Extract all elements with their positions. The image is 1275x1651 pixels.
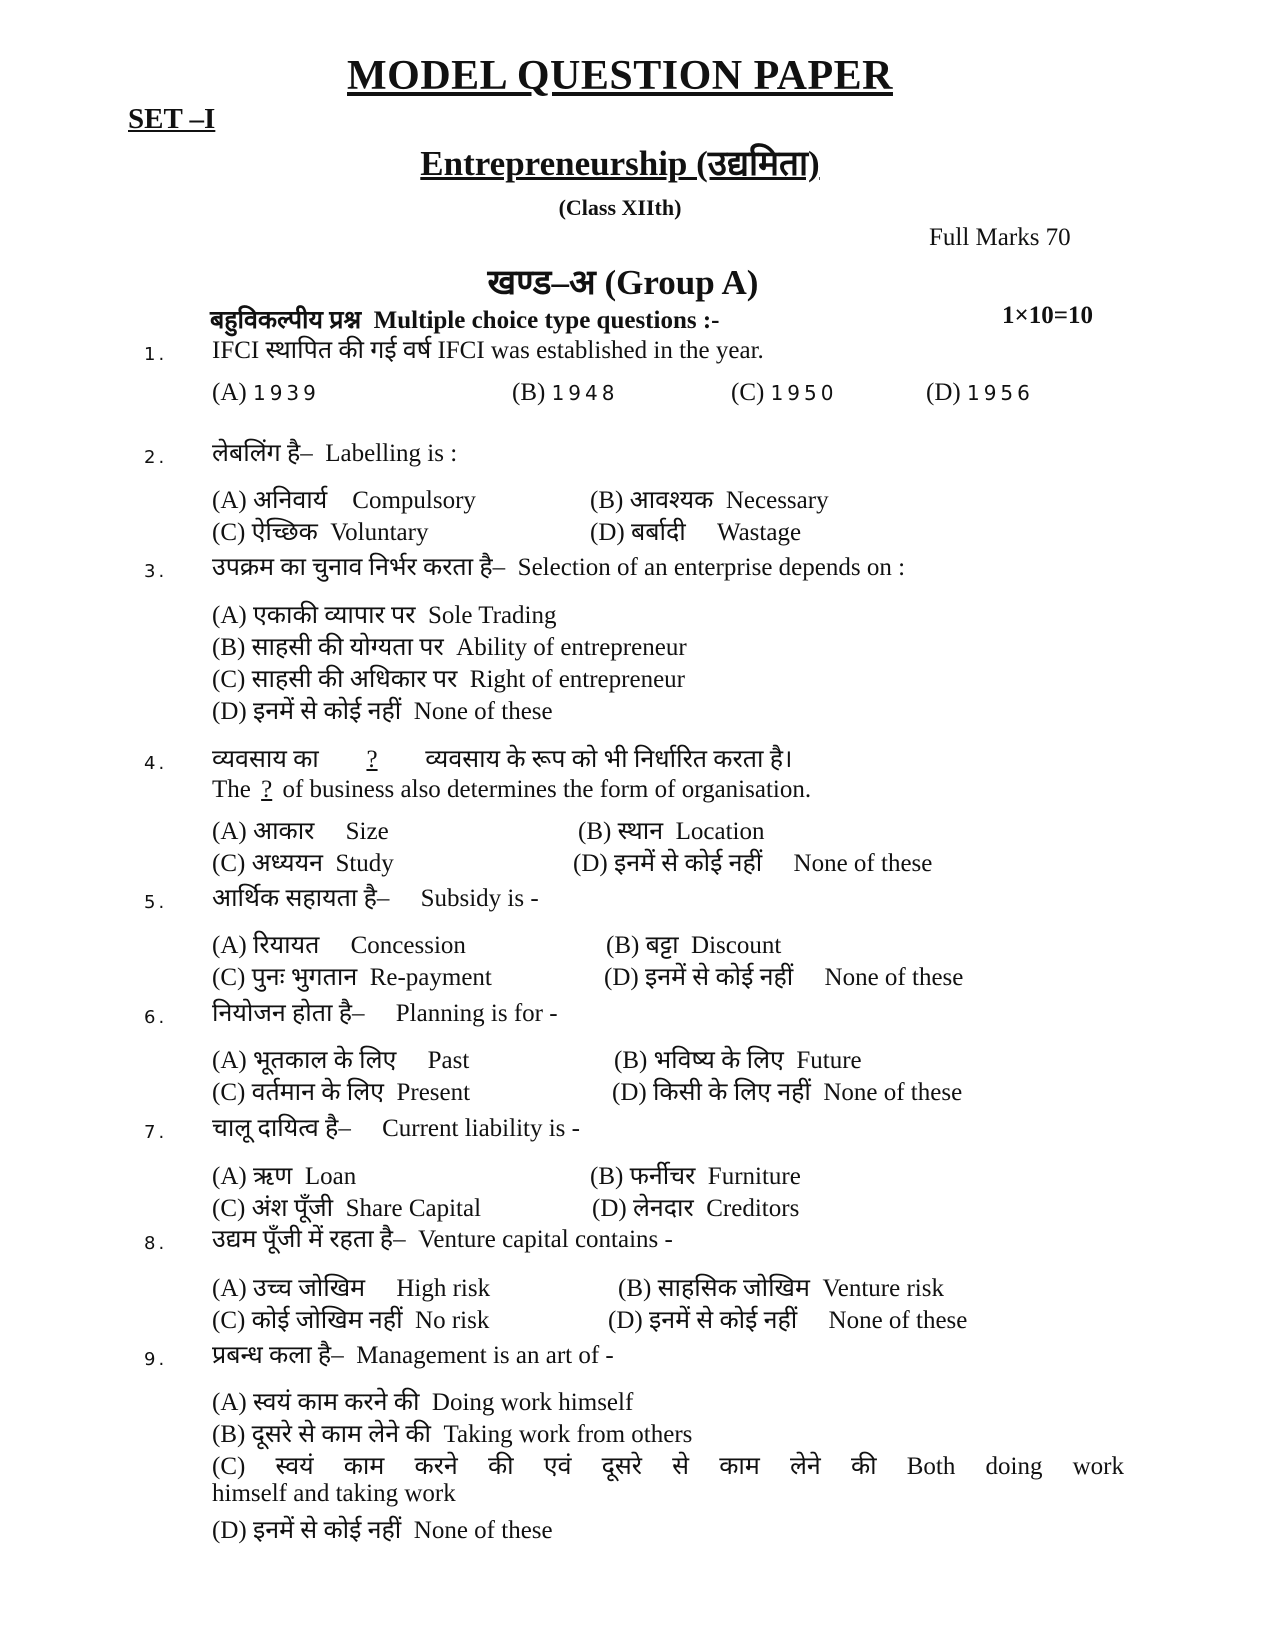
question-number: 4. [144, 753, 168, 774]
option-a: (A) ऋण Loan [212, 1163, 357, 1190]
blank-marker: ? [366, 746, 378, 773]
option-d: (D) बर्बादी Wastage [590, 519, 802, 546]
option-d: (D) किसी के लिए नहीं None of these [612, 1079, 963, 1106]
question-number: 5. [144, 892, 168, 913]
option-b: (B) दूसरे से काम लेने की Taking work from others [212, 1421, 693, 1448]
option-b: (B) साहसिक जोखिम Venture risk [618, 1275, 944, 1302]
option-c: (C) पुनः भुगतान Re-payment [212, 964, 492, 991]
question-number: 8. [144, 1233, 168, 1254]
question-text-english [212, 776, 811, 804]
option-letter: (D) [926, 379, 961, 406]
question-text: चालू दायित्व है– Current liability is - [212, 1115, 580, 1142]
question-text: प्रबन्ध कला है– Management is an art of - [212, 1342, 614, 1369]
question-number: 7. [144, 1122, 168, 1143]
option-a: (A) रियायत Concession [212, 932, 466, 959]
option-value: 1950 [770, 381, 838, 405]
question-english-start: The [212, 776, 251, 803]
question-hindi-start: व्यवसाय का [212, 746, 319, 773]
option-d: (D) इनमें से कोई नहीं None of these [212, 1517, 553, 1544]
option-value: 1956 [966, 381, 1034, 405]
option-d: (D) इनमें से कोई नहीं None of these [608, 1307, 968, 1334]
option-c: (C) साहसी की अधिकार पर Right of entrepreneur [212, 666, 685, 693]
option-c: (C) अध्ययन Study [212, 850, 394, 877]
option-a [212, 379, 320, 407]
option-d: (D) इनमें से कोई नहीं None of these [604, 964, 964, 991]
question-text: आर्थिक सहायता है– Subsidy is - [212, 885, 539, 912]
question-text: उद्यम पूँजी में रहता है– Venture capital contains - [212, 1226, 673, 1253]
class-label: (Class XIIth) [558, 195, 682, 220]
full-marks: Full Marks 70 [929, 224, 1071, 251]
group-heading: खण्ड–अ (Group A) [487, 263, 759, 302]
page-title: MODEL QUESTION PAPER [347, 53, 893, 99]
option-b: (B) आवश्यक Necessary [590, 487, 829, 514]
option-b: (B) फर्नीचर Furniture [590, 1163, 801, 1190]
option-d: (D) लेनदार Creditors [592, 1195, 800, 1222]
section-instruction: बहुविकल्पीय प्रश्न Multiple choice type questions :- [210, 307, 720, 334]
option-b: (B) बट्टा Discount [606, 932, 782, 959]
question-text: लेबलिंग है– Labelling is : [212, 440, 458, 467]
option-value: 1948 [551, 381, 619, 405]
option-d: (D) इनमें से कोई नहीं None of these [573, 850, 933, 877]
option-a: (A) भूतकाल के लिए Past [212, 1047, 470, 1074]
option-c-continued: himself and taking work [212, 1480, 456, 1507]
section-marks: 1×10=10 [1002, 302, 1093, 329]
question-text: IFCI स्थापित की गई वर्ष IFCI was established in the year. [212, 337, 764, 364]
blank-marker: ? [261, 776, 273, 803]
option-b: (B) साहसी की योग्यता पर Ability of entrepreneur [212, 634, 687, 661]
subject-title: Entrepreneurship (उद्यमिता) [420, 144, 820, 183]
option-c [731, 379, 837, 407]
question-number: 9. [144, 1349, 168, 1370]
option-a: (A) उच्च जोखिम High risk [212, 1275, 491, 1302]
question-hindi-end: व्यवसाय के रूप को भी निर्धारित करता है। [425, 746, 793, 773]
option-b: (B) स्थान Location [578, 818, 765, 845]
question-text [212, 741, 792, 775]
option-letter: (B) [512, 379, 546, 406]
question-number: 3. [144, 561, 168, 582]
option-a: (A) एकाकी व्यापार पर Sole Trading [212, 602, 557, 629]
set-label: SET –I [128, 103, 216, 135]
question-text: उपक्रम का चुनाव निर्भर करता है– Selection of an enterprise depends on : [212, 554, 906, 581]
option-value: 1939 [252, 381, 320, 405]
option-c: (C) वर्तमान के लिए Present [212, 1079, 471, 1106]
option-d [926, 379, 1034, 407]
option-a: (A) आकार Size [212, 818, 389, 845]
option-c: (C) अंश पूँजी Share Capital [212, 1195, 482, 1222]
question-number: 1. [144, 344, 168, 365]
option-b [512, 379, 618, 407]
option-b: (B) भविष्य के लिए Future [614, 1047, 862, 1074]
question-number: 2. [144, 447, 168, 468]
option-d: (D) इनमें से कोई नहीं None of these [212, 698, 553, 725]
question-text: नियोजन होता है– Planning is for - [212, 1000, 558, 1027]
option-a: (A) स्वयं काम करने की Doing work himself [212, 1389, 634, 1416]
option-c: (C) कोई जोखिम नहीं No risk [212, 1307, 490, 1334]
option-c: (C) स्वयं काम करने की एवं दूसरे से काम लेने की Both doing work [212, 1453, 1124, 1480]
option-letter: (A) [212, 379, 247, 406]
question-english-end: of business also determines the form of organisation. [282, 776, 812, 803]
question-number: 6. [144, 1007, 168, 1028]
option-letter: (C) [731, 379, 765, 406]
option-a: (A) अनिवार्य Compulsory [212, 487, 476, 514]
option-c: (C) ऐच्छिक Voluntary [212, 519, 429, 546]
